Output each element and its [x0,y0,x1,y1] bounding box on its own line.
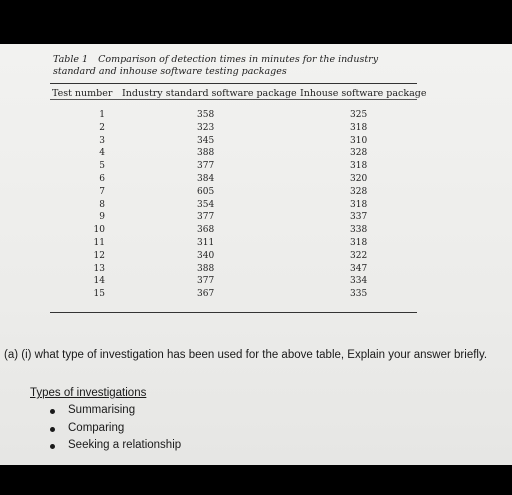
cell-industry-time: 345 [197,135,215,146]
cell-industry-time: 368 [197,225,215,236]
table-row [50,161,417,174]
cell-inhouse-time: 318 [350,122,368,133]
table-row [50,187,417,200]
cell-industry-time: 323 [197,122,215,133]
types-list [50,404,181,457]
cell-industry-time: 340 [197,250,215,261]
cell-inhouse-time: 310 [350,135,368,146]
cell-industry-time: 354 [197,199,215,210]
cell-test-number: 11 [93,237,105,248]
table-bottom-rule [50,312,417,313]
cell-inhouse-time: 335 [350,289,368,300]
cell-test-number: 13 [93,263,105,274]
cell-industry-time: 367 [197,289,215,300]
header-industry-standard: Industry standard software package [122,88,297,99]
table-row [50,264,417,277]
header-inhouse: Inhouse software package [300,88,427,99]
cell-industry-time: 377 [197,161,215,172]
cell-test-number: 5 [99,161,105,172]
list-item: Comparing [50,422,181,440]
cell-test-number: 14 [93,276,105,287]
cell-industry-time: 377 [197,276,215,287]
question-text: (a) (i) what type of investigation has been used for the above table, Explain your answer briefly. [4,349,488,361]
cell-industry-time: 377 [197,212,215,223]
cell-inhouse-time: 328 [350,148,368,159]
cell-industry-time: 311 [197,237,215,248]
table-label: Table 1 [53,54,89,65]
cell-test-number: 9 [99,212,105,223]
table-row [50,238,417,251]
table-top-rule [50,83,417,84]
cell-test-number: 8 [99,199,105,210]
cell-inhouse-time: 318 [350,237,368,248]
table-row [50,136,417,149]
cell-test-number: 12 [93,250,105,261]
types-heading: Types of investigations [30,387,147,399]
cell-industry-time: 384 [197,173,215,184]
cell-test-number: 1 [99,110,105,120]
cell-inhouse-time: 334 [350,276,368,287]
table-body [50,110,417,302]
table-row [50,289,417,302]
cell-test-number: 7 [99,186,105,197]
table-row [50,251,417,264]
cell-inhouse-time: 318 [350,161,368,172]
cell-inhouse-time: 325 [350,110,368,120]
table-header-rule [50,99,417,100]
cell-test-number: 4 [99,148,105,159]
cell-test-number: 10 [93,225,105,236]
table-row [50,212,417,225]
table-row [50,200,417,213]
table-row [50,174,417,187]
cell-inhouse-time: 337 [350,212,368,223]
list-item: Seeking a relationship [50,439,181,457]
cell-inhouse-time: 338 [350,225,368,236]
table-caption-text: Comparison of detection times in minutes for the industry standard and inhouse software testing packages [53,54,379,77]
cell-test-number: 3 [99,135,105,146]
bullet-icon [50,409,55,414]
table-row [50,110,417,123]
list-item: Summarising [50,404,181,422]
header-test-number: Test number [52,88,113,99]
table-row [50,148,417,161]
cell-test-number: 6 [99,173,105,184]
table-caption [53,54,423,78]
cell-inhouse-time: 322 [350,250,368,261]
cell-industry-time: 605 [197,186,215,197]
cell-test-number: 2 [99,122,105,133]
document-page [0,44,512,465]
cell-inhouse-time: 318 [350,199,368,210]
cell-inhouse-time: 328 [350,186,368,197]
table-row [50,276,417,289]
cell-industry-time: 388 [197,263,215,274]
cell-inhouse-time: 320 [350,173,368,184]
cell-industry-time: 358 [197,110,215,120]
cell-inhouse-time: 347 [350,263,368,274]
cell-industry-time: 388 [197,148,215,159]
bullet-icon [50,427,55,432]
table-row [50,225,417,238]
bullet-icon [50,444,55,449]
cell-test-number: 15 [93,289,105,300]
table-row [50,123,417,136]
